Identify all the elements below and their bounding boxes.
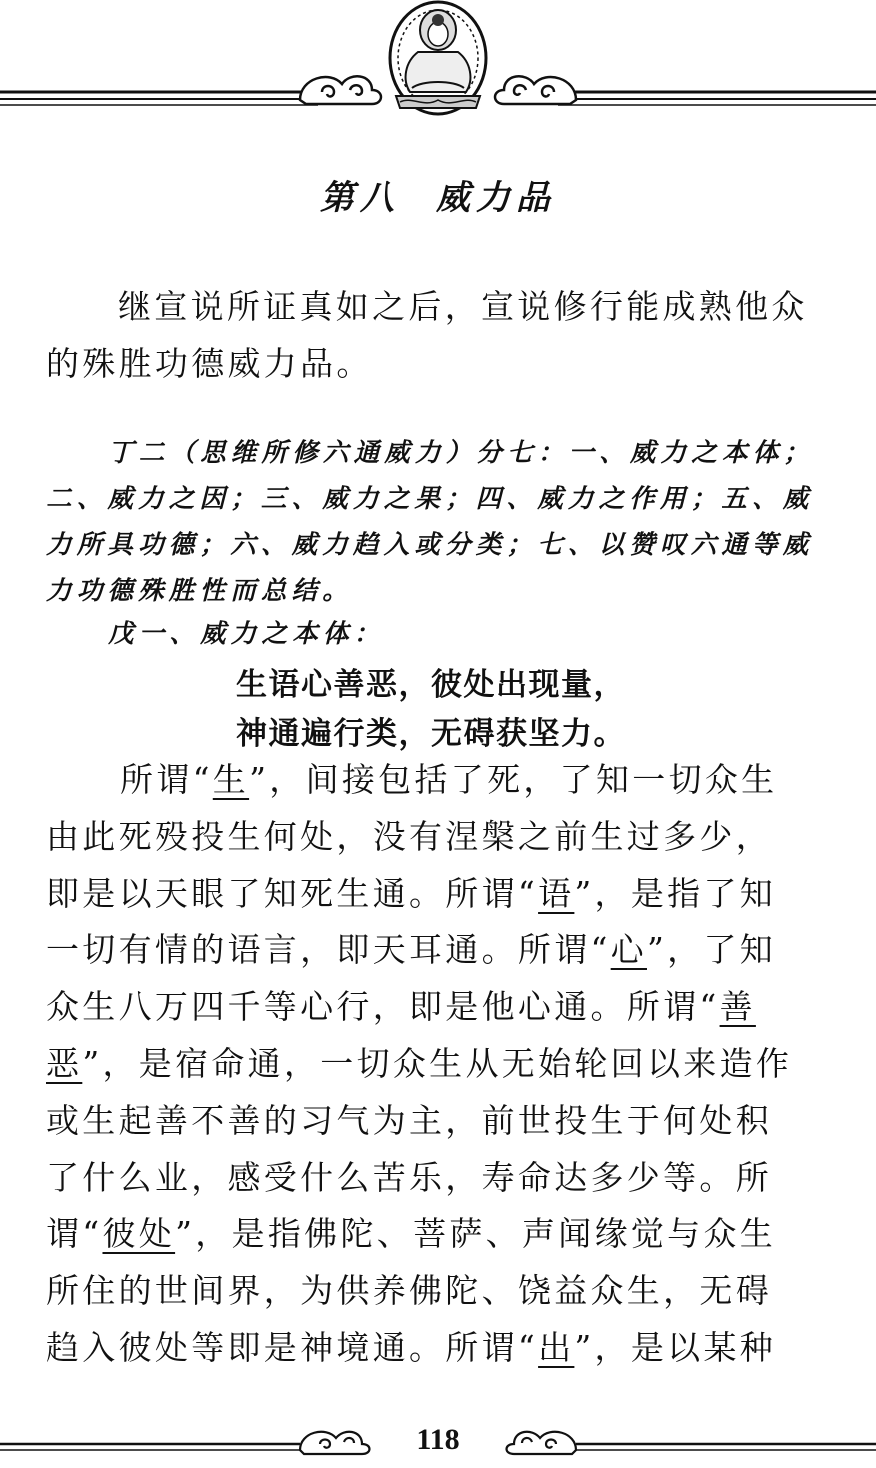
page-header-ornament [0, 0, 876, 118]
commentary-line [46, 1263, 836, 1320]
commentary-text: 由此死殁投生何处，没有涅槃之前生过多少， [46, 816, 772, 856]
commentary-line [46, 1206, 836, 1263]
verse-line: 神通遍行类，无碍获坚力。 [236, 716, 626, 751]
commentary-text: ”，是指了知 [574, 873, 777, 913]
commentary-line [46, 1093, 836, 1150]
commentary-text: 趋入彼处等即是神境通。所谓“ [46, 1327, 539, 1367]
commentary-line [46, 979, 836, 1036]
commentary-line [46, 866, 836, 923]
verse-line: 生语心善恶，彼处出现量， [236, 667, 626, 702]
cloud-right-icon [495, 76, 576, 104]
underlined-term: 恶 [46, 1043, 83, 1083]
commentary-text: 谓“ [46, 1214, 103, 1254]
sub-heading: 戊一、威力之本体： [108, 619, 385, 649]
chapter-number: 第八 [320, 178, 400, 218]
underlined-term: 语 [538, 873, 575, 913]
commentary-text: 一切有情的语言，即天耳通。所谓“ [46, 930, 611, 970]
commentary-text: 众生八万四千等心行，即是他心通。所谓“ [46, 987, 720, 1027]
underlined-term: 心 [610, 930, 647, 970]
commentary-text: ”，是以某种 [574, 1327, 777, 1367]
commentary-text: 所谓“ [120, 760, 213, 799]
buddha-icon [390, 2, 486, 114]
chapter-name: 威力品 [436, 178, 556, 218]
commentary-line [46, 752, 836, 809]
commentary-body [46, 752, 836, 1377]
commentary-text: 所住的世间界，为供养佛陀、饶益众生，无碍 [46, 1271, 772, 1311]
commentary-line [46, 1036, 836, 1093]
underlined-term: 善 [719, 987, 756, 1027]
intro-paragraph: 继宣说所证真如之后，宣说修行能成熟他众的殊胜功德威力品。 [46, 287, 808, 383]
underlined-term: 生 [212, 760, 250, 799]
underlined-term: 彼处 [102, 1214, 176, 1254]
commentary-text: ”，是宿命通，一切众生从无始轮回以来造作 [82, 1043, 793, 1083]
root-verse [236, 660, 626, 758]
commentary-line [46, 809, 836, 866]
commentary-line [46, 1150, 836, 1207]
underlined-term: 出 [538, 1327, 575, 1367]
outline-paragraph: 丁二（思维所修六通威力）分七：一、威力之本体；二、威力之因；三、威力之果；四、威力之作用；五、威力所具功德；六、威力趋入或分类；七、以赞叹六通等威力功德殊胜性而总结。 [46, 438, 815, 606]
commentary-line [46, 1320, 836, 1377]
commentary-text: 即是以天眼了知死生通。所谓“ [46, 873, 539, 913]
chapter-title [0, 170, 876, 219]
cloud-left-icon [300, 76, 381, 104]
commentary-text: 或生起善不善的习气为主，前世投生于何处积 [46, 1100, 772, 1140]
buddha-header-illustration [0, 0, 876, 118]
commentary-text: ”，了知 [646, 930, 777, 970]
commentary-text: ”，是指佛陀、菩萨、声闻缘觉与众生 [175, 1214, 777, 1254]
commentary-line [46, 922, 836, 979]
commentary-text: ”，间接包括了死，了知一切众生 [249, 760, 778, 799]
page-number: 118 [416, 1423, 460, 1456]
commentary-text: 了什么业，感受什么苦乐，寿命达多少等。所 [46, 1157, 772, 1197]
